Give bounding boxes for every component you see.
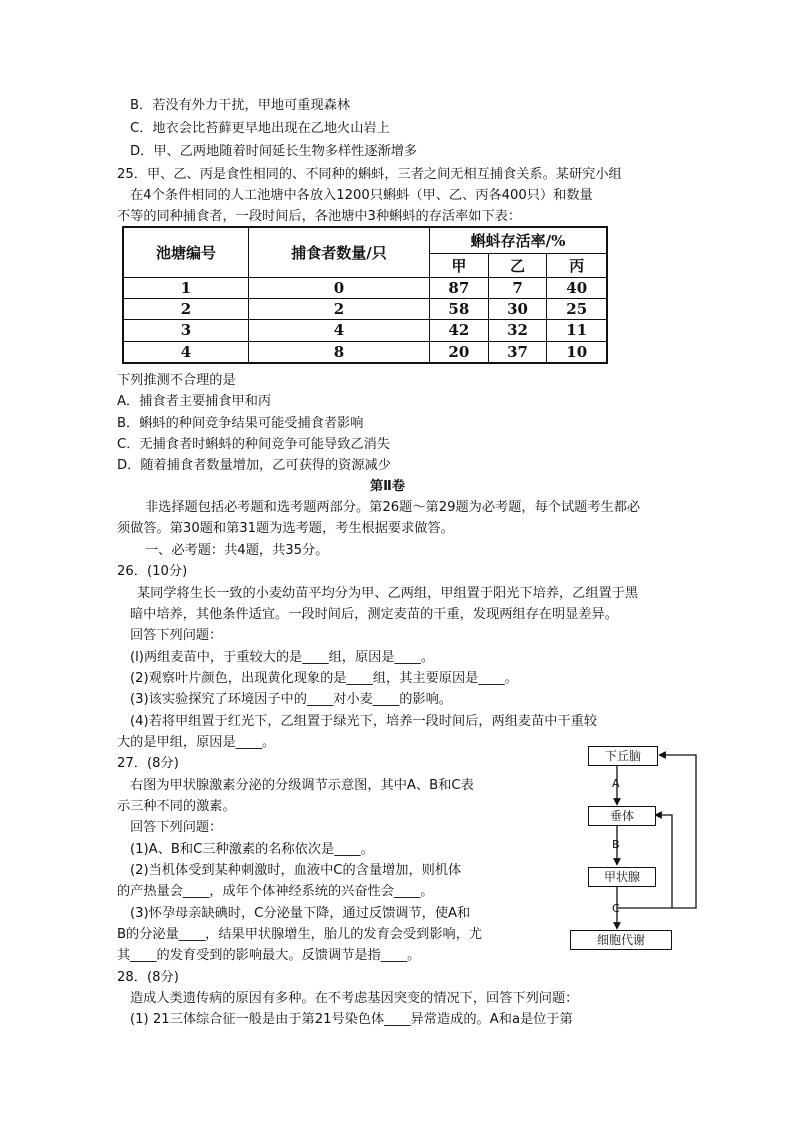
q26-subquestion-3: (3)该实验探究了环境因子中的____对小麦____的影响。 [130, 692, 452, 707]
hypothalamus-box: 下丘脑 [588, 746, 658, 766]
cell-jia: 87 [430, 277, 489, 298]
table-row [123, 341, 607, 363]
table-row [123, 277, 607, 298]
q27-line: 的产热量会____，成年个体神经系统的兴奋性会____。 [117, 884, 434, 899]
cell-jia: 58 [430, 298, 489, 319]
table-row [123, 320, 607, 341]
cell-jia: 42 [430, 320, 489, 341]
q25-option-b: B．蝌蚪的种间竞争结果可能受捕食者影响 [117, 416, 364, 431]
q25-stem-line-1: 25．甲、乙、丙是食性相同的、不同种的蝌蚪，三者之间无相互捕食关系。某研究小组 [117, 167, 622, 182]
q28-heading: 28．(8分) [117, 970, 179, 985]
q26-line: 回答下列问题： [130, 628, 223, 643]
survival-rate-table [122, 226, 608, 364]
cell-yi: 30 [488, 298, 547, 319]
q27-line: 回答下列问题： [130, 820, 223, 835]
cell-bing: 10 [547, 341, 607, 363]
cell-predators: 8 [249, 341, 430, 363]
q25-option-a: A．捕食者主要捕食甲和丙 [117, 394, 272, 409]
cell-pond: 4 [123, 341, 249, 363]
label-b: B [612, 838, 620, 851]
cell-bing: 40 [547, 277, 607, 298]
header-survival-rate: 蝌蚪存活率/% [430, 227, 608, 253]
cell-predators: 0 [249, 277, 430, 298]
q26-line: 暗中培养，其他条件适宜。一段时间后，测定麦苗的干重，发现两组存在明显差异。 [130, 607, 618, 622]
cell-pond: 3 [123, 320, 249, 341]
q27-line: 其____的发育受到的影响最大。反馈调节是指____。 [117, 948, 421, 963]
q25-option-c: C．无捕食者时蝌蚪的种间竞争可能导致乙消失 [117, 437, 390, 452]
table-row [123, 298, 607, 319]
cell-metabolism-box: 细胞代谢 [570, 930, 672, 950]
q28-subquestion-1: (1) 21三体综合征一般是由于第21号染色体____异常造成的。A和a是位于第 [130, 1012, 573, 1027]
q26-subquestion-2: (2)观察叶片颜色，出现黄化现象的是____组，其主要原因是____。 [130, 671, 518, 686]
header-bing: 丙 [547, 253, 607, 277]
thyroid-regulation-diagram [560, 744, 700, 956]
q26-heading: 26．(10分) [117, 564, 188, 579]
q26-line: 某同学将生长一致的小麦幼苗平均分为甲、乙两组，甲组置于阳光下培养，乙组置于黑 [137, 586, 639, 601]
cell-pond: 1 [123, 277, 249, 298]
required-section-heading: 一、必考题：共4题，共35分。 [145, 543, 329, 558]
label-c: C [612, 902, 620, 915]
q24-option-d: D．甲、乙两地随着时间延长生物多样性逐渐增多 [130, 144, 418, 159]
cell-bing: 11 [547, 320, 607, 341]
header-jia: 甲 [430, 253, 489, 277]
q24-option-b: B．若没有外力干扰，甲地可重现森林 [130, 98, 351, 113]
header-predator-count: 捕食者数量/只 [249, 227, 430, 277]
q26-line: 大的是甲组，原因是____。 [117, 735, 276, 750]
q28-line: 造成人类遗传病的原因有多种。在不考虑基因突变的情况下，回答下列问题： [130, 991, 579, 1006]
diagram-arrows [560, 744, 700, 956]
cell-predators: 4 [249, 320, 430, 341]
q27-subquestion-1: (1)A、B和C三种激素的名称依次是____。 [130, 842, 374, 857]
thyroid-box: 甲状腺 [588, 867, 656, 887]
q25-option-d: D．随着捕食者数量增加，乙可获得的资源减少 [117, 458, 391, 473]
q27-subquestion-2: (2)当机体受到某种刺激时，血液中C的含量增加，则机体 [130, 863, 462, 878]
q27-line: B的分泌量____，结果甲状腺增生，胎儿的发育会受到影响，尤 [117, 927, 483, 942]
q25-stem-line-2: 在4个条件相同的人工池塘中各放入1200只蝌蚪（甲、乙、丙各400只）和数量 [130, 188, 593, 203]
q27-line: 示三种不同的激素。 [117, 799, 236, 814]
part-two-title: 第Ⅱ卷 [370, 479, 406, 494]
cell-yi: 37 [488, 341, 547, 363]
label-a: A [612, 777, 620, 790]
header-pond-number: 池塘编号 [123, 227, 249, 277]
q27-subquestion-3: (3)怀孕母亲缺碘时，C分泌量下降，通过反馈调节，使A和 [130, 906, 471, 921]
part-two-intro-line-2: 须做答。第30题和第31题为选考题，考生根据要求做答。 [117, 521, 454, 536]
q27-line: 右图为甲状腺激素分泌的分级调节示意图，其中A、B和C表 [130, 778, 474, 793]
q26-subquestion-1: (l)两组麦苗中，于重较大的是____组，原因是____。 [130, 650, 435, 665]
cell-pond: 2 [123, 298, 249, 319]
cell-yi: 32 [488, 320, 547, 341]
cell-jia: 20 [430, 341, 489, 363]
pituitary-box: 垂体 [588, 806, 656, 826]
q26-subquestion-4: (4)若将甲组置于红光下，乙组置于绿光下，培养一段时间后，两组麦苗中干重较 [130, 714, 598, 729]
header-yi: 乙 [488, 253, 547, 277]
part-two-intro-line-1: 非选择题包括必考题和选考题两部分。第26题～第29题为必考题，每个试题考生都必 [145, 500, 641, 515]
q25-question: 下列推测不合理的是 [117, 373, 236, 388]
q25-stem-line-3: 不等的同种捕食者，一段时间后，各池塘中3种蝌蚪的存活率如下表： [117, 209, 522, 224]
cell-predators: 2 [249, 298, 430, 319]
cell-bing: 25 [547, 298, 607, 319]
q27-heading: 27．(8分) [117, 756, 179, 771]
q24-option-c: C．地衣会比苔藓更早地出现在乙地火山岩上 [130, 121, 390, 136]
cell-yi: 7 [488, 277, 547, 298]
